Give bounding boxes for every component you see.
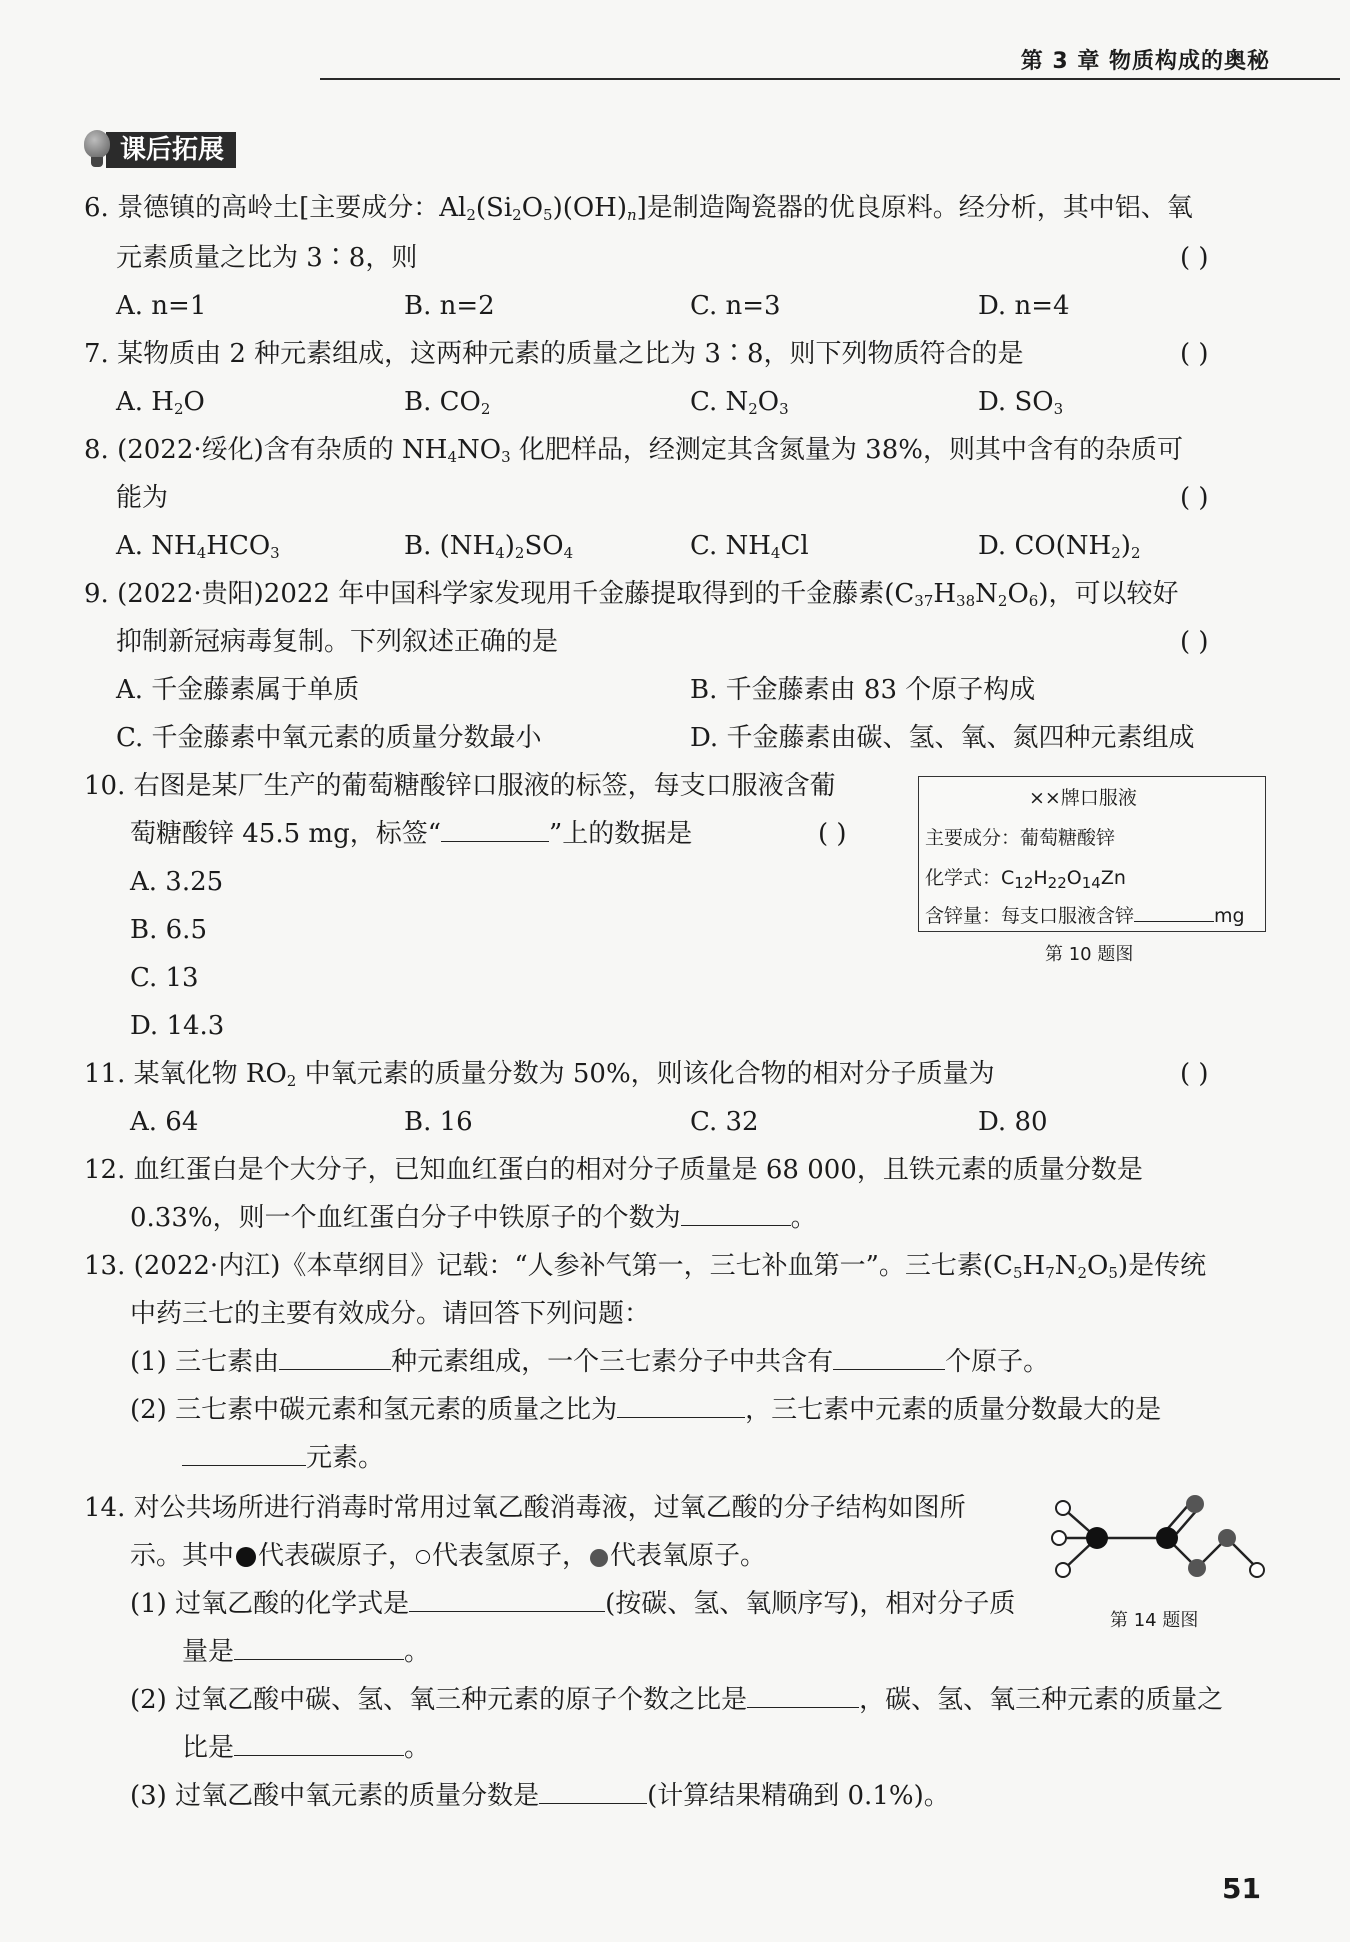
- label-formula: 化学式：$C_{12}H_{22}O_{14}Zn$: [925, 867, 1126, 892]
- q10-option-a[interactable]: A. 3.25: [130, 867, 224, 897]
- hydrogen-atom-icon: [416, 1550, 430, 1564]
- q6-option-d[interactable]: D. n=4: [978, 291, 1070, 321]
- q8-option-d[interactable]: D. $CO(NH_2)_2$: [978, 531, 1141, 562]
- q14-line2: 示。其中 代表碳原子， 代表氢原子， 代表氧原子。: [130, 1541, 767, 1571]
- label-ingredient: 主要成分：葡萄糖酸锌: [925, 827, 1116, 849]
- chapter-header: 第 3 章 物质构成的奥秘: [1020, 49, 1270, 74]
- section-title: 课后拓展: [106, 132, 236, 168]
- q6-option-b[interactable]: B. n=2: [404, 291, 495, 321]
- oxygen-atom-icon: [590, 1549, 608, 1567]
- q8-line1: 8. (2022·绥化)含有杂质的 $NH_4NO_3$ 化肥样品，经测定其含氮量为 38%，则其中含有的杂质可: [84, 435, 1183, 466]
- molecule-hydrogen-2: [1052, 1531, 1066, 1545]
- q6-answer-paren[interactable]: ( ): [1180, 243, 1209, 273]
- molecule-hydrogen-1: [1056, 1501, 1070, 1515]
- molecule-hydrogen-4: [1250, 1563, 1264, 1577]
- q11-option-c[interactable]: C. 32: [690, 1107, 759, 1137]
- molecule-oxygen-3: [1218, 1529, 1236, 1547]
- q13-part1: (1) 三七素由 种元素组成，一个三七素分子中共含有 个原子。: [130, 1347, 1050, 1377]
- q13-part2: (2) 三七素中碳元素和氢元素的质量之比为 ，三七素中元素的质量分数最大的是: [130, 1395, 1162, 1425]
- q7-stem: 7. 某物质由 2 种元素组成，这两种元素的质量之比为 3∶8，则下列物质符合的是: [84, 339, 1024, 369]
- q14-blank-3[interactable]: [747, 1685, 859, 1708]
- figure-14-caption: 第 14 题图: [1110, 1610, 1199, 1631]
- figure-10-caption: 第 10 题图: [1045, 944, 1134, 965]
- section-badge: [84, 132, 236, 168]
- q10-option-b[interactable]: B. 6.5: [130, 915, 207, 945]
- q11-answer-paren[interactable]: ( ): [1180, 1059, 1209, 1089]
- molecule-carbon-2: [1156, 1527, 1178, 1549]
- q7-option-d[interactable]: D. $SO_3$: [978, 387, 1064, 418]
- q9-option-a[interactable]: A. 千金藤素属于单质: [116, 675, 360, 705]
- q13-blank-3[interactable]: [617, 1395, 745, 1418]
- q11-stem: 11. 某氧化物 $RO_2$ 中氧元素的质量分数为 50%，则该化合物的相对分子质量为: [84, 1059, 995, 1090]
- q10-line2: 萄糖酸锌 45.5 mg，标签“ ”上的数据是: [130, 819, 693, 849]
- q13-blank-1[interactable]: [279, 1347, 391, 1370]
- q6-line2: 元素质量之比为 3∶8，则: [116, 243, 418, 273]
- page-number: 51: [1222, 1872, 1261, 1905]
- q6-option-a[interactable]: A. n=1: [116, 291, 207, 321]
- q14-part2: (2) 过氧乙酸中碳、氢、氧三种元素的原子个数之比是 ，碳、氢、氧三种元素的质量之: [130, 1685, 1224, 1715]
- q8-answer-paren[interactable]: ( ): [1180, 483, 1209, 513]
- q7-answer-paren[interactable]: ( ): [1180, 339, 1209, 369]
- q8-line2: 能为: [116, 483, 169, 513]
- label-title: ××牌口服液: [1029, 787, 1137, 809]
- q14-blank-5[interactable]: [539, 1781, 647, 1804]
- q7-option-c[interactable]: C. $N_2O_3$: [690, 387, 789, 418]
- q11-option-b[interactable]: B. 16: [404, 1107, 473, 1137]
- header-rule: [320, 78, 1340, 80]
- q13-blank-2[interactable]: [833, 1347, 945, 1370]
- q9-line1: 9. (2022·贵阳)2022 年中国科学家发现用千金藤提取得到的千金藤素$(C_{37}H_{38}N_2O_6)$，可以较好: [84, 579, 1179, 610]
- q10-answer-paren[interactable]: ( ): [818, 819, 847, 849]
- q6-option-c[interactable]: C. n=3: [690, 291, 781, 321]
- q13-blank-4[interactable]: [182, 1443, 306, 1466]
- molecule-oxygen-2: [1188, 1559, 1206, 1577]
- carbon-atom-icon: [236, 1547, 256, 1567]
- lightbulb-icon: [84, 130, 110, 170]
- q12-line2: 0.33%，则一个血红蛋白分子中铁原子的个数为 。: [130, 1203, 817, 1233]
- q13-line1: 13. (2022·内江)《本草纲目》记载：“人参补气第一，三七补血第一”。三七素$(C_5H_7N_2O_5)$是传统: [84, 1251, 1207, 1282]
- q8-option-a[interactable]: A. $NH_4HCO_3$: [116, 531, 280, 562]
- q9-option-d[interactable]: D. 千金藤素由碳、氢、氧、氮四种元素组成: [690, 723, 1195, 753]
- molecule-hydrogen-3: [1056, 1563, 1070, 1577]
- molecule-carbon-1: [1086, 1527, 1108, 1549]
- q7-option-b[interactable]: B. $CO_2$: [404, 387, 491, 418]
- q12-blank[interactable]: [681, 1203, 791, 1226]
- q14-line1: 14. 对公共场所进行消毒时常用过氧乙酸消毒液，过氧乙酸的分子结构如图所: [84, 1493, 966, 1523]
- q9-line2: 抑制新冠病毒复制。下列叙述正确的是: [116, 627, 559, 657]
- q12-line1: 12. 血红蛋白是个大分子，已知血红蛋白的相对分子质量是 68 000，且铁元素的质量分数是: [84, 1155, 1143, 1185]
- q14-part1-cont: 量是 。: [182, 1637, 431, 1667]
- q11-option-a[interactable]: A. 64: [130, 1107, 199, 1137]
- q10-blank[interactable]: [441, 819, 549, 842]
- q9-answer-paren[interactable]: ( ): [1180, 627, 1209, 657]
- q10-option-d[interactable]: D. 14.3: [130, 1011, 225, 1041]
- q10-line1: 10. 右图是某厂生产的葡萄糖酸锌口服液的标签，每支口服液含葡: [84, 771, 836, 801]
- q14-part2-cont: 比是 。: [182, 1733, 431, 1763]
- q14-part1: (1) 过氧乙酸的化学式是 (按碳、氢、氧顺序写)，相对分子质: [130, 1589, 1016, 1619]
- peracetic-acid-molecule-diagram: [1045, 1490, 1275, 1600]
- q14-blank-2[interactable]: [234, 1637, 404, 1660]
- q7-option-a[interactable]: A. $H_2O$: [116, 387, 205, 418]
- q10-option-c[interactable]: C. 13: [130, 963, 199, 993]
- q9-option-c[interactable]: C. 千金藤素中氧元素的质量分数最小: [116, 723, 542, 753]
- q6-line1: 6. 景德镇的高岭土[主要成分：$Al_2(Si_2O_5)(OH)_n$]是制造陶瓷器的优良原料。经分析，其中铝、氧: [84, 193, 1193, 224]
- q8-option-b[interactable]: B. $(NH_4)_2SO_4$: [404, 531, 574, 562]
- molecule-oxygen-1: [1186, 1495, 1204, 1513]
- q11-option-d[interactable]: D. 80: [978, 1107, 1048, 1137]
- q13-part2-cont: 元素。: [182, 1442, 384, 1474]
- label-zinc-content: 含锌量：每支口服液含锌 mg: [925, 905, 1245, 927]
- q9-option-b[interactable]: B. 千金藤素由 83 个原子构成: [690, 675, 1036, 705]
- q8-option-c[interactable]: C. $NH_4Cl$: [690, 531, 809, 562]
- q14-part3: (3) 过氧乙酸中氧元素的质量分数是 (计算结果精确到 0.1%)。: [130, 1781, 950, 1811]
- q13-line2: 中药三七的主要有效成分。请回答下列问题：: [130, 1299, 651, 1329]
- q14-blank-1[interactable]: [409, 1589, 605, 1612]
- q14-blank-4[interactable]: [234, 1733, 404, 1756]
- oral-liquid-label: [918, 776, 1266, 932]
